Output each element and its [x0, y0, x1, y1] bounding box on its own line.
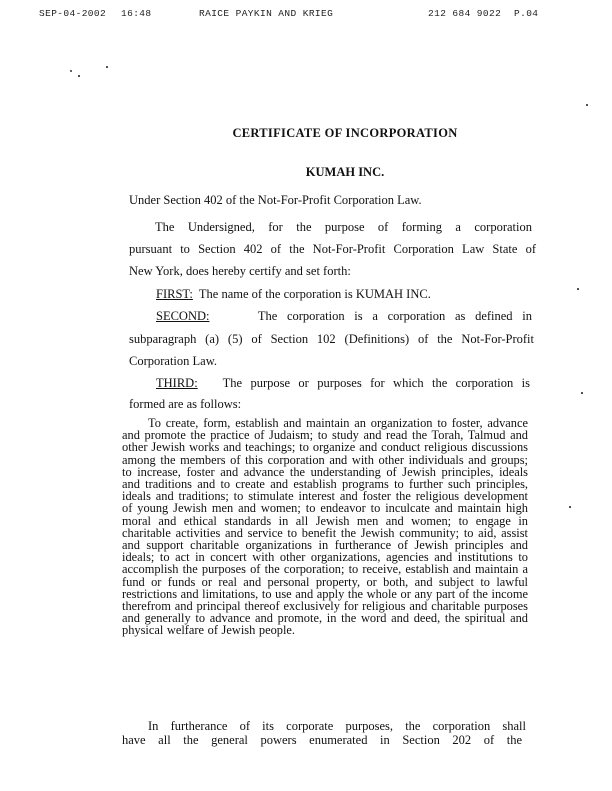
- scan-speck: [78, 75, 80, 77]
- second-text-2: subparagraph (a) (5) of Section 102 (Definitions) of the Not-For-Profit: [129, 332, 534, 346]
- purposes-text: To create, form, establish and maintain an organization to foster, advance and promote the practice of Judaism; to study and read the Torah, Talmud and other Jewish works and teachings; to organize and conduct religious discussions among the members of this corporation and with other individuals and groups; to increase, foster and advance the understanding of Jewish principles, ideals and traditions and to create and establish programs to further such principles, ideals and traditions; to stimulate interest and foster the religious development of young Jewish men and women; to endeavor to inculcate and maintain high moral and ethical standards in all Jewish men and women; to engage in charitable activities and service to benefit the Jewish community; to aid, assist and support charitable organizations in furtherance of Jewish principles and ideals; to act in concert with other organizations, agencies and institutions to accomplish the purposes of the corporation; to receive, establish and maintain a fund or funds or real and personal property, or both, and subject to lawful restrictions and limitations, to use and apply the whole or any part of the income therefrom and principal thereof exclusively for religious and charitable purposes and generally to advance and promote, in the word and deed, the spiritual and physical welfare of Jewish people.: [122, 416, 528, 638]
- third-text-1: The purpose or purposes for which the corporation is: [222, 376, 530, 390]
- first-label: FIRST:: [156, 287, 193, 301]
- article-first: [156, 287, 431, 301]
- scan-speck: [581, 392, 583, 394]
- fax-time: 16:48: [121, 8, 152, 19]
- second-label: SECOND:: [156, 309, 210, 323]
- fax-sender: RAICE PAYKIN AND KRIEG: [199, 8, 334, 19]
- scan-speck: [586, 104, 588, 106]
- third-label: THIRD:: [156, 376, 198, 390]
- first-text: The name of the corporation is KUMAH INC.: [198, 287, 431, 301]
- intro-line: Under Section 402 of the Not-For-Profit Corporation Law.: [129, 193, 422, 207]
- third-text-2: formed are as follows:: [129, 397, 242, 411]
- undersigned-line-2: pursuant to Section 402 of the Not-For-Profit Corporation Law State of: [129, 242, 536, 256]
- undersigned-text-1: The Undersigned, for the purpose of forming a corporation: [155, 220, 532, 234]
- corporation-name-heading: KUMAH INC.: [305, 165, 385, 179]
- undersigned-line-3: New York, does hereby certify and set forth:: [129, 264, 351, 278]
- article-second-line-1: [156, 309, 532, 323]
- second-text-3: Corporation Law.: [129, 354, 218, 368]
- scan-speck: [577, 288, 579, 290]
- scan-speck: [70, 70, 72, 72]
- furtherance-text-1: In furtherance of its corporate purposes, the corporation shall: [148, 719, 526, 733]
- furtherance-line-2: have all the general powers enumerated in Section 202 of the: [122, 733, 522, 747]
- fax-date: SEP-04-2002: [39, 8, 107, 19]
- purposes-paragraph: [122, 417, 528, 637]
- second-text-1: The corporation is a corporation as defined in: [257, 309, 532, 323]
- undersigned-line-1: [129, 220, 532, 234]
- fax-phone: 212 684 9022: [428, 8, 502, 19]
- article-third-line-1: [156, 376, 530, 390]
- scan-speck: [569, 506, 571, 508]
- fax-header: [0, 8, 612, 22]
- scan-speck: [106, 66, 108, 68]
- document-title: CERTIFICATE OF INCORPORATION: [232, 126, 458, 140]
- furtherance-line-1: [122, 720, 526, 732]
- fax-page-number: P.04: [514, 8, 539, 19]
